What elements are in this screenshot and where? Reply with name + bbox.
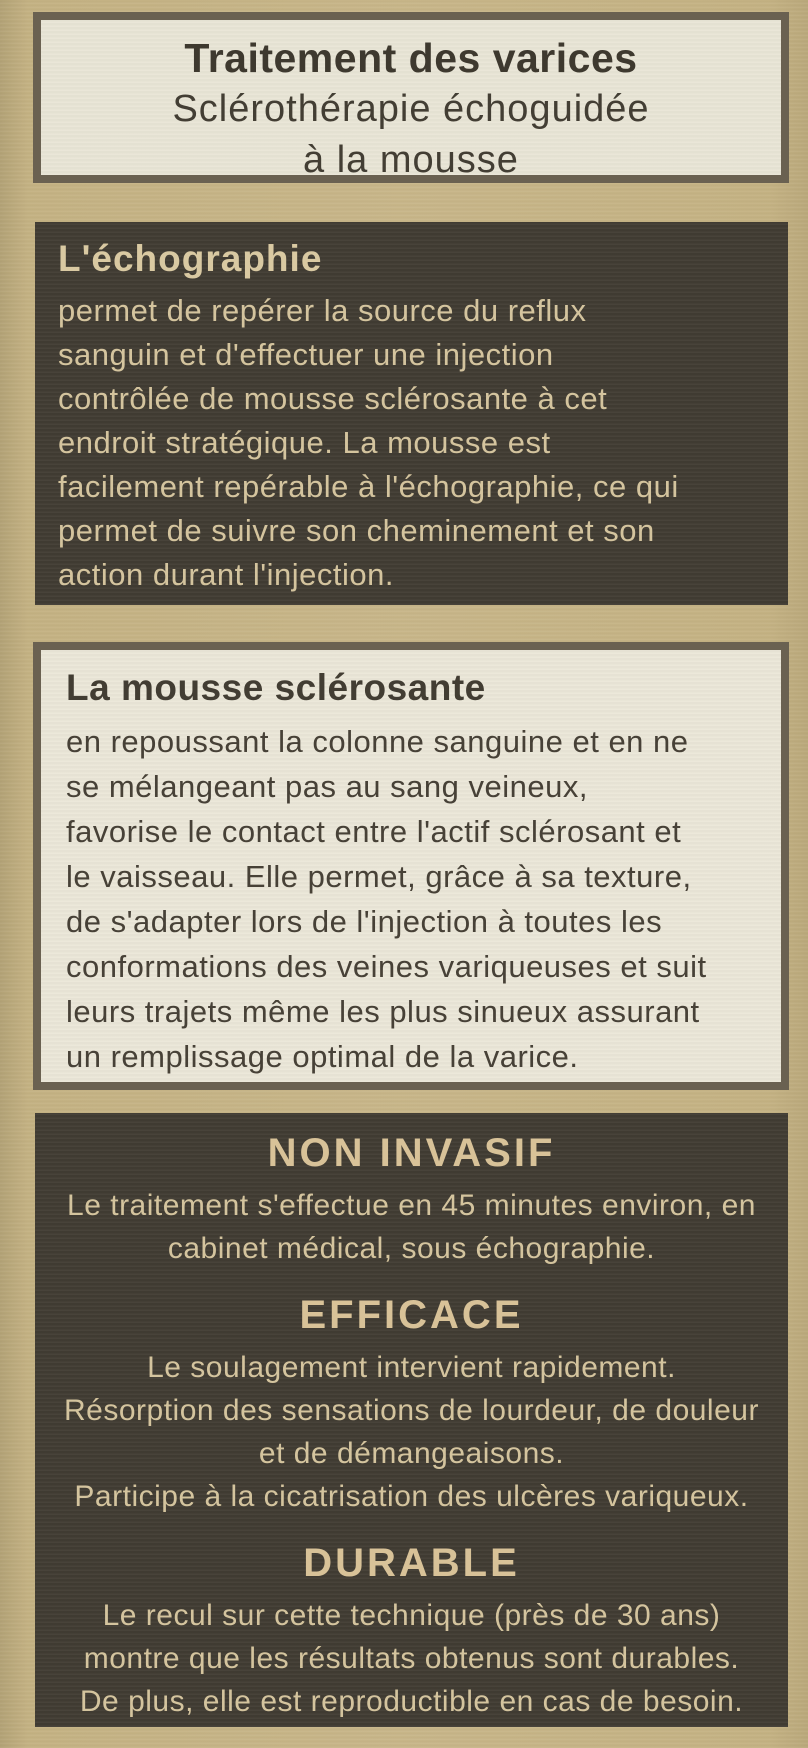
echography-panel	[35, 222, 788, 605]
text-line: action durant l'injection.	[58, 557, 395, 592]
echography-heading: L'échographie	[58, 238, 323, 279]
text-line: se mélangeant pas au sang veineux,	[66, 769, 588, 804]
text-line: sanguin et d'effectuer une injection	[58, 337, 554, 372]
benefit-heading-efficace: EFFICACE	[299, 1293, 524, 1337]
benefits-panel	[35, 1113, 788, 1727]
text-line: Le traitement s'effectue en 45 minutes environ, en	[67, 1189, 756, 1222]
text-line: De plus, elle est reproductible en cas de besoin.	[79, 1685, 744, 1718]
text-line: endroit stratégique. La mousse est	[58, 425, 551, 460]
title-panel	[33, 12, 789, 183]
benefit-text-non-invasif	[35, 1184, 788, 1270]
benefit-heading-non-invasif: NON INVASIF	[267, 1131, 556, 1175]
text-line: et de démangeaisons.	[258, 1437, 565, 1470]
page-subtitle-line-2: à la mousse	[303, 139, 519, 181]
benefit-heading-durable: DURABLE	[303, 1541, 520, 1585]
page-subtitle-line-1: Sclérothérapie échoguidée	[172, 88, 650, 130]
text-line: en repoussant la colonne sanguine et en ne	[66, 724, 689, 759]
text-line: de s'adapter lors de l'injection à toutes les	[66, 904, 663, 939]
text-line: Le recul sur cette technique (près de 30 ans)	[102, 1599, 721, 1632]
text-line: cabinet médical, sous échographie.	[167, 1232, 656, 1265]
text-line: leurs trajets même les plus sinueux assurant	[66, 994, 700, 1029]
text-line: montre que les résultats obtenus sont durables.	[83, 1642, 740, 1675]
foam-paragraph	[66, 719, 761, 1079]
text-line: le vaisseau. Elle permet, grâce à sa texture,	[66, 859, 692, 894]
text-line: Le soulagement intervient rapidement.	[147, 1351, 676, 1384]
benefit-text-durable	[35, 1594, 788, 1723]
text-line: facilement repérable à l'échographie, ce qui	[58, 469, 679, 504]
benefit-text-efficace	[35, 1346, 788, 1518]
echography-paragraph	[58, 289, 760, 597]
foam-panel	[33, 642, 789, 1090]
text-line: permet de repérer la source du reflux	[58, 293, 587, 328]
page-title: Traitement des varices	[184, 35, 638, 81]
text-line: contrôlée de mousse sclérosante à cet	[58, 381, 608, 416]
text-line: favorise le contact entre l'actif sclérosant et	[66, 814, 682, 849]
text-line: conformations des veines variqueuses et suit	[66, 949, 707, 984]
text-line: un remplissage optimal de la varice.	[66, 1039, 579, 1074]
text-line: Participe à la cicatrisation des ulcères variqueux.	[74, 1480, 749, 1513]
text-line: Résorption des sensations de lourdeur, de douleur	[64, 1394, 759, 1427]
foam-heading: La mousse sclérosante	[66, 667, 486, 708]
text-line: permet de suivre son cheminement et son	[58, 513, 655, 548]
